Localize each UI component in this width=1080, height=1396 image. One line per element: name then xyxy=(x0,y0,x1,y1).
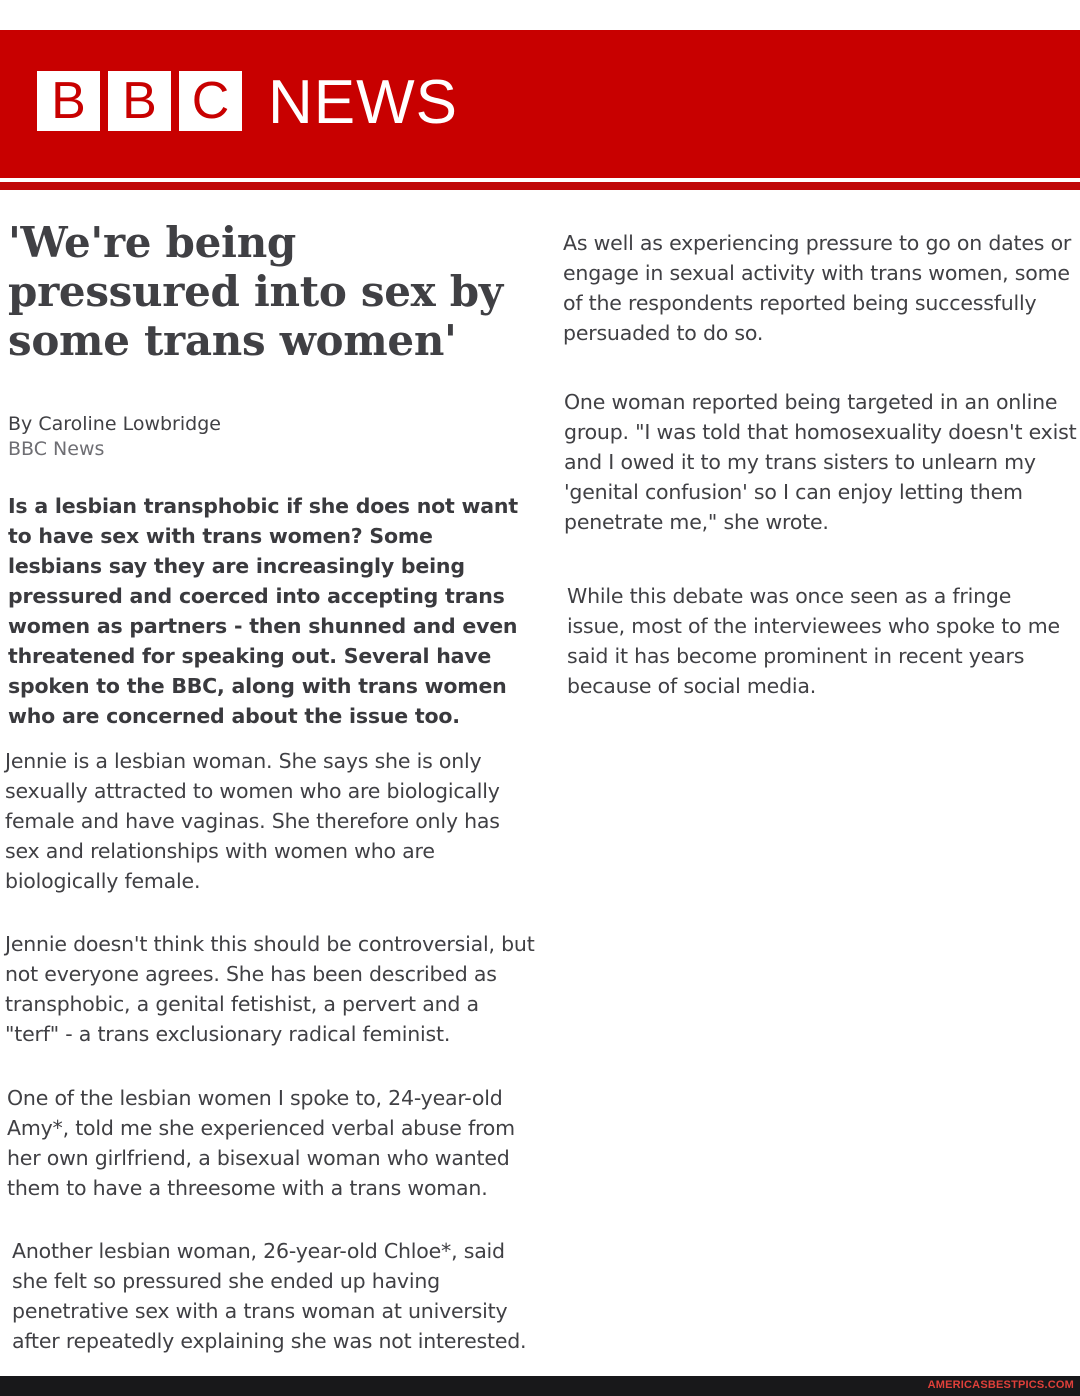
byline-author: By Caroline Lowbridge xyxy=(8,413,221,435)
bbc-news-masthead xyxy=(0,30,1080,178)
watermark-text: AMERICASBESTPICS.COM xyxy=(927,1379,1074,1391)
article-paragraph: As well as experiencing pressure to go on dates or engage in sexual activity with trans women, some of the respondents reported being successfully persuaded to do so. xyxy=(563,231,1072,345)
article-paragraph: One woman reported being targeted in an online group. "I was told that homosexuality doesn't exist and I owed it to my trans sisters to unlearn my 'genital confusion' so I can enjoy letting them penetrate me," she wrote. xyxy=(564,390,1077,534)
article-paragraph: Jennie is a lesbian woman. She says she is only sexually attracted to women who are biologically female and have vaginas. She therefore only has sex and relationships with women who are biologically female. xyxy=(5,749,500,893)
article-intro: Is a lesbian transphobic if she does not want to have sex with trans women? Some lesbians say they are increasingly being pressured and coerced into accepting trans women as partners - then shunned and even threatened for speaking out. Several have spoken to the BBC, along with trans women who are concerned about the issue too. xyxy=(8,494,518,728)
news-wordmark: NEWS xyxy=(268,67,458,137)
logo-letter-box: B xyxy=(37,71,100,131)
masthead-stripe-divider xyxy=(0,182,1080,190)
logo-letter-box: C xyxy=(179,71,242,131)
article-paragraph: Another lesbian woman, 26-year-old Chloe*, said she felt so pressured she ended up having penetrative sex with a trans woman at university after repeatedly explaining she was not interested. xyxy=(12,1239,527,1353)
article-headline: 'We're being pressured into sex by some trans women' xyxy=(8,218,503,365)
byline xyxy=(8,412,221,462)
article-paragraph: While this debate was once seen as a fringe issue, most of the interviewees who spoke to me said it has become prominent in recent years because of social media. xyxy=(567,584,1060,698)
byline-organization: BBC News xyxy=(8,438,105,460)
article-paragraph: One of the lesbian women I spoke to, 24-year-old Amy*, told me she experienced verbal abuse from her own girlfriend, a bisexual woman who wanted them to have a threesome with a trans woman. xyxy=(7,1086,515,1200)
watermark-footer-bar xyxy=(0,1376,1080,1396)
logo-letter-box: B xyxy=(108,71,171,131)
bbc-logo xyxy=(37,71,242,131)
article-paragraph: Jennie doesn't think this should be controversial, but not everyone agrees. She has been described as transphobic, a genital fetishist, a pervert and a "terf" - a trans exclusionary radical feminist. xyxy=(5,932,535,1046)
